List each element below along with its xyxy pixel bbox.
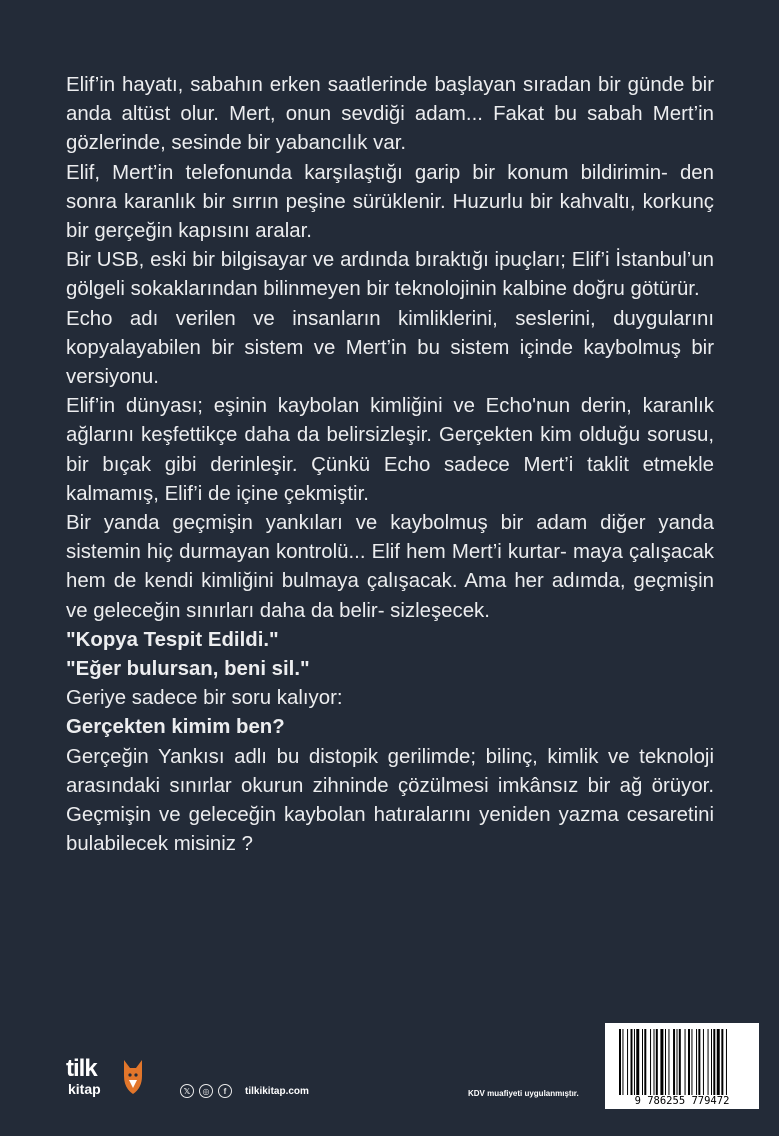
logo-wordmark-top: tilk bbox=[66, 1055, 97, 1082]
facebook-icon[interactable]: f bbox=[218, 1084, 232, 1098]
fox-icon bbox=[120, 1058, 146, 1096]
quote-delete-me: "Eğer bulursan, beni sil." bbox=[66, 658, 310, 681]
blurb-paragraph-3: Bir USB, eski bir bilgisayar ve ardında bıraktığı ipuçları; Elif’i İstanbul’un gölgeli sokaklarından bilinmeyen bir teknolojinin kalbine doğru götürür. bbox=[66, 249, 714, 301]
key-question: Gerçekten kimim ben? bbox=[66, 716, 285, 739]
tax-exemption-note: KDV muafiyeti uygulanmıştır. bbox=[468, 1089, 579, 1098]
blurb-paragraph-4: Echo adı verilen ve insanların kimliklerini, seslerini, duygularını kopyalayabilen bir sistem ve Mert’in bu sistem içinde kaybolmuş bir versiyonu. bbox=[66, 307, 714, 389]
closing-paragraph: Gerçeğin Yankısı adlı bu distopik gerilimde; bilinç, kimlik ve teknoloji arasındaki sınırlar okurun zihninde çözülmesi imkânsız bir ağ örüyor. Geçmişin ve geleceğin kaybolan hatıralarını yeniden yazma cesaretini bulabilecek misiniz ? bbox=[66, 745, 714, 856]
instagram-icon[interactable]: ◎ bbox=[199, 1084, 213, 1098]
back-cover-blurb bbox=[66, 71, 714, 859]
blurb-paragraph-6: Bir yanda geçmişin yankıları ve kaybolmuş bir adam diğer yanda sistemin hiç durmayan kontrolü... Elif hem Mert’i kurtar- maya çalışacak hem de kendi kimliğini bulmaya çalışacak. Ama her adımda, geçmişin ve geleceğin sınırları daha da belir- sizleşecek. bbox=[66, 512, 714, 622]
isbn-number: 9 786255 779472 bbox=[605, 1095, 759, 1109]
publisher-website[interactable]: tilkikitap.com bbox=[245, 1086, 309, 1097]
blurb-paragraph-1: Elif’in hayatı, sabahın erken saatlerinde başlayan sıradan bir günde bir anda altüst olur. Mert, onun sevdiği adam... Fakat bu sabah Mert’in gözlerinde, sesinde bir yabancılık var. bbox=[66, 74, 714, 155]
publisher-logo bbox=[66, 1056, 146, 1104]
social-links bbox=[180, 1084, 232, 1100]
barcode-bars bbox=[619, 1029, 753, 1095]
x-icon[interactable]: 𝕏 bbox=[180, 1084, 194, 1098]
lead-line: Geriye sadece bir soru kalıyor: bbox=[66, 687, 343, 710]
cover-footer bbox=[0, 1020, 779, 1136]
blurb-paragraph-5: Elif’in dünyası; eşinin kaybolan kimliğini ve Echo'nun derin, karanlık ağlarını keşfettikçe daha da belirsizleşir. Gerçekten kim olduğu sorusu, bir bıçak gibi derinleşir. Çünkü Echo sadece Mert’i taklit etmekle kalmamış, Elif’i de içine çekmiştir. bbox=[66, 395, 714, 505]
blurb-paragraph-2: Elif, Mert’in telefonunda karşılaştığı garip bir konum bildirimin- den sonra karanlık bir sırrın peşine sürüklenir. Huzurlu bir kahvaltı, korkunç bir gerçeğin kapısını aralar. bbox=[66, 161, 714, 243]
isbn-barcode bbox=[605, 1023, 759, 1095]
logo-wordmark-bottom: kitap bbox=[68, 1081, 101, 1097]
quote-copy-detected: "Kopya Tespit Edildi." bbox=[66, 628, 279, 651]
